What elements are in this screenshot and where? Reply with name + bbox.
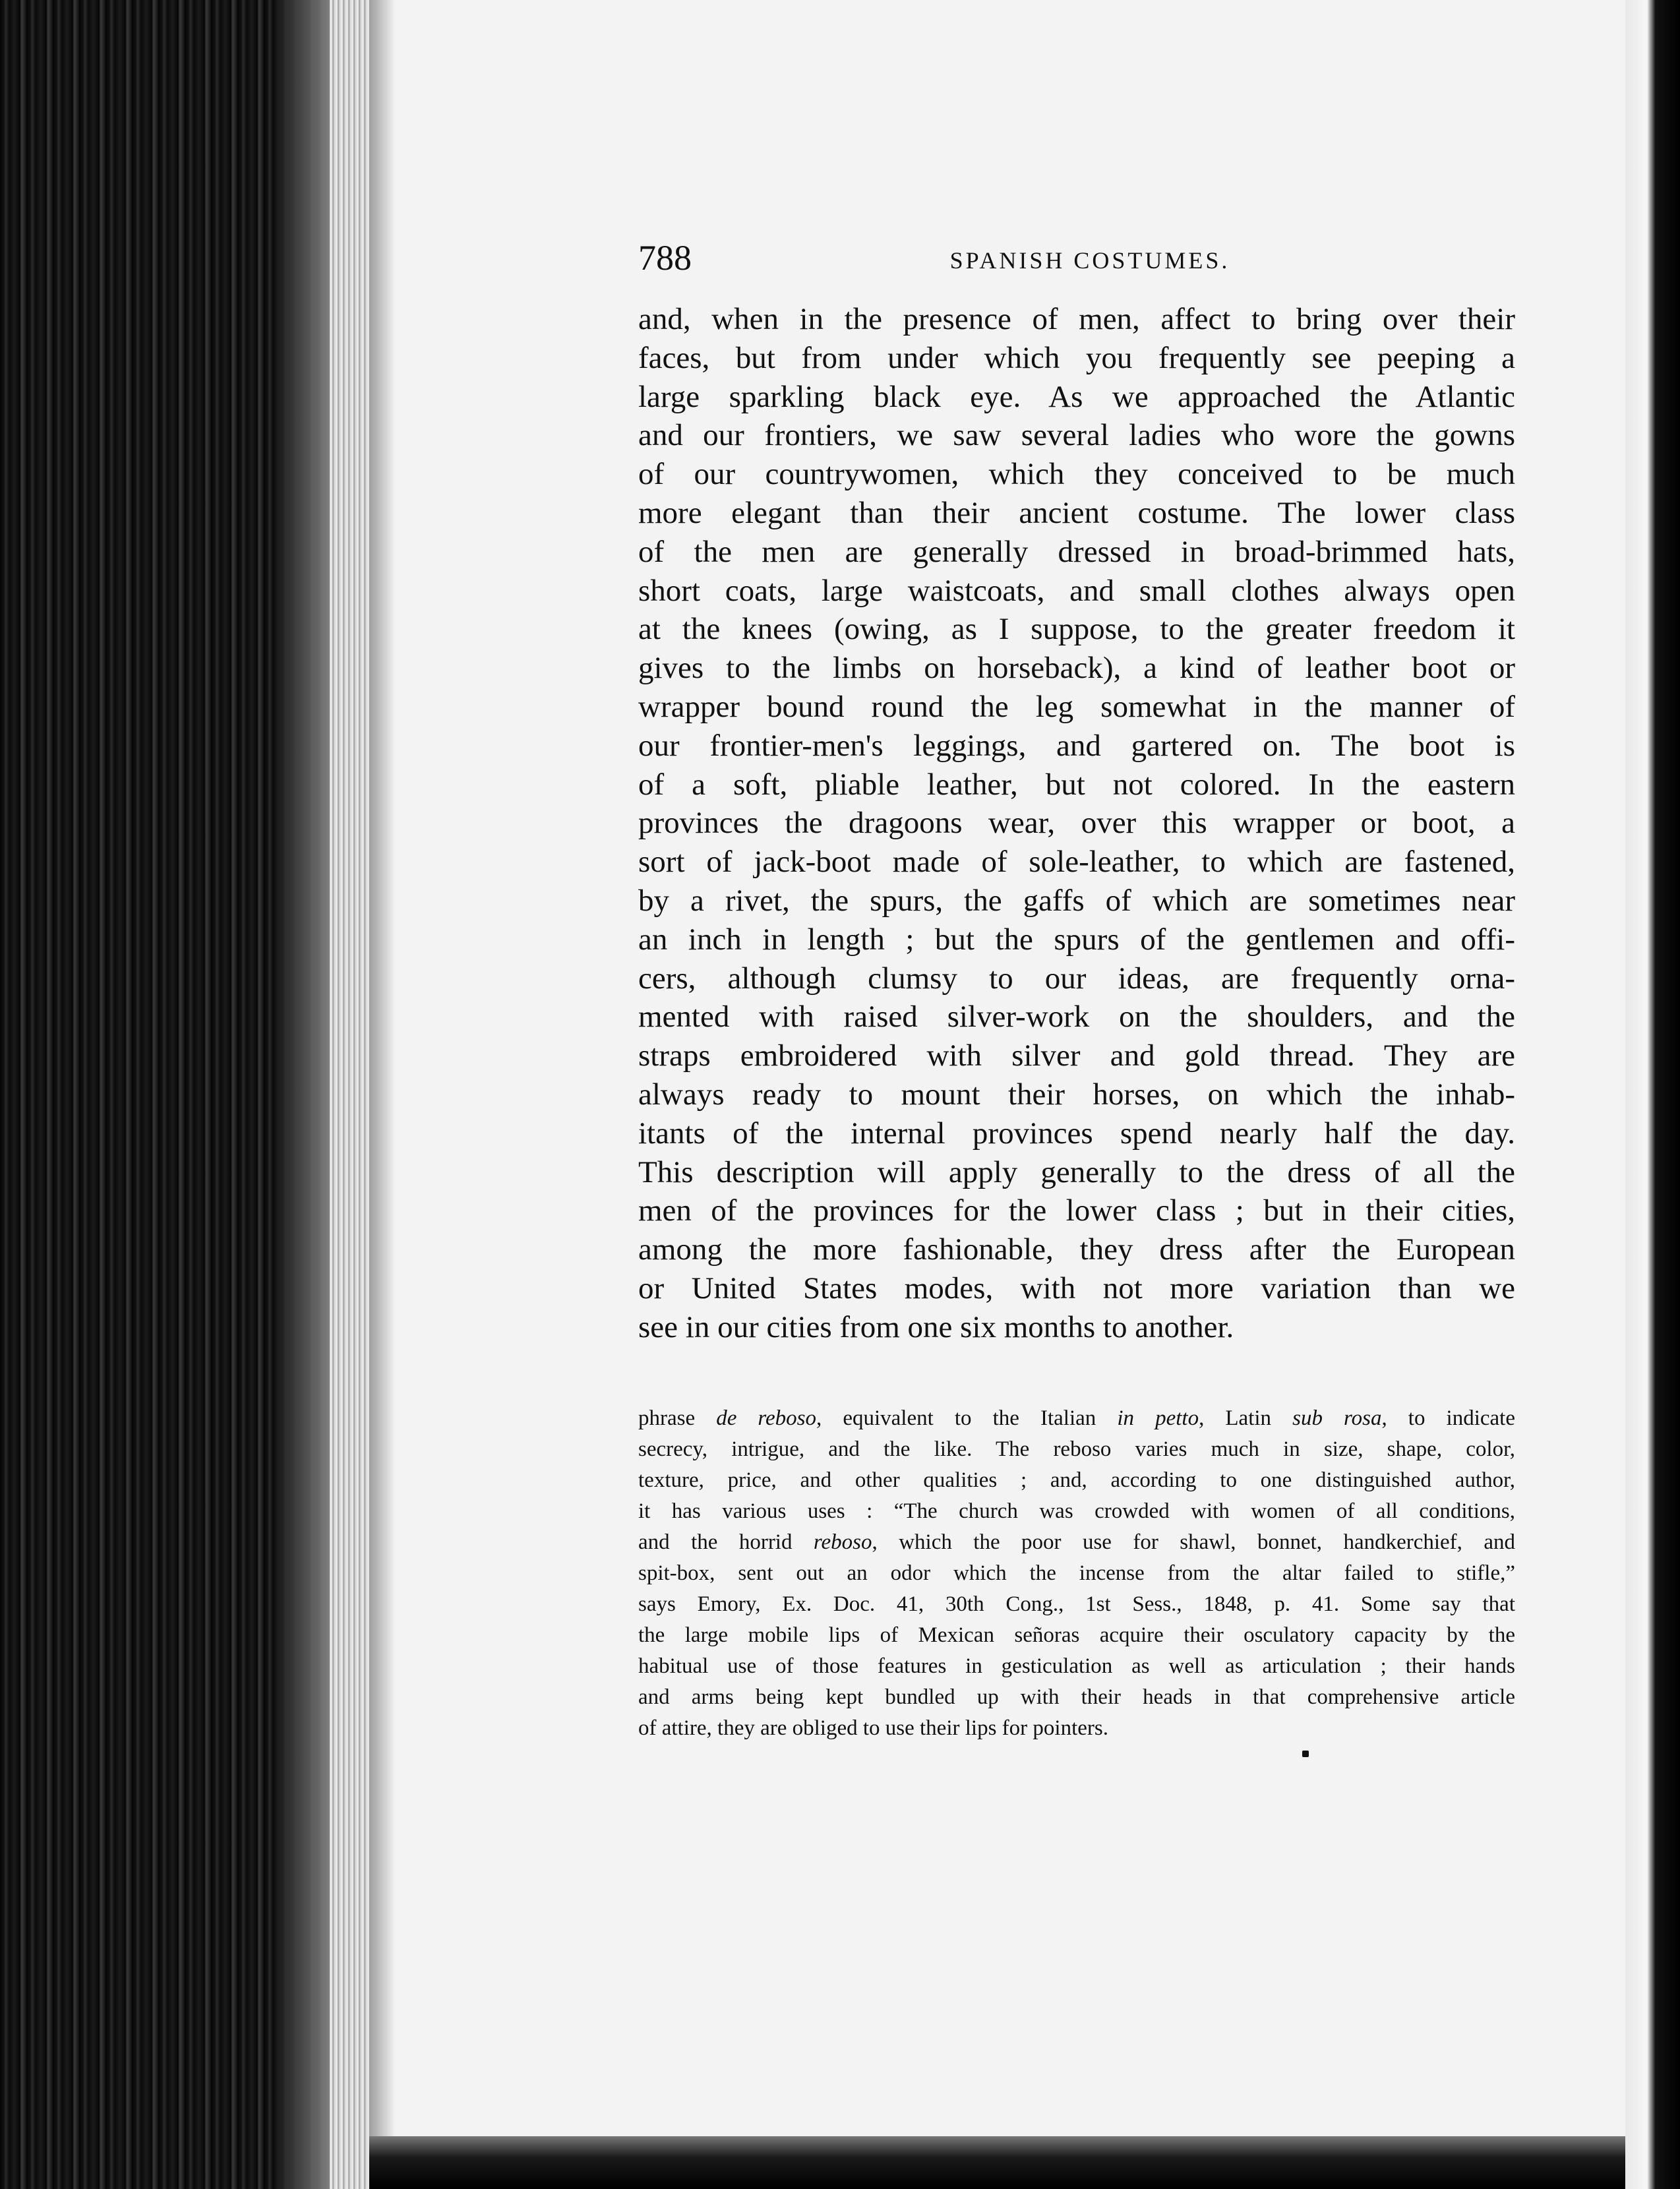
body-line: wrapper bound round the leg somewhat in the manner of xyxy=(638,689,1515,724)
body-line: of our countrywomen, which they conceived to be much xyxy=(638,457,1515,492)
body-line: provinces the dragoons wear, over this wrapper or boot, a xyxy=(638,806,1515,841)
page-stack-edge xyxy=(330,0,369,2189)
body-line: by a rivet, the spurs, the gaffs of which are sometimes near xyxy=(638,883,1515,918)
body-line: itants of the internal provinces spend nearly half the day. xyxy=(638,1116,1515,1151)
body-line: and, when in the presence of men, affect to bring over their xyxy=(638,302,1515,336)
body-line: at the knees (owing, as I suppose, to the greater freedom it xyxy=(638,612,1515,647)
footnote-line: says Emory, Ex. Doc. 41, 30th Cong., 1st Sess., 1848, p. 41. Some say that xyxy=(638,1592,1515,1616)
bottom-page-edge xyxy=(369,2136,1625,2189)
body-line: our frontier-men's leggings, and gartered on. The boot is xyxy=(638,728,1515,763)
body-line: always ready to mount their horses, on which the inhab- xyxy=(638,1077,1515,1112)
footnote-text: phrase xyxy=(638,1406,717,1430)
footnote-line: texture, price, and other qualities ; and, according to one distinguished author, xyxy=(638,1468,1515,1492)
body-line: short coats, large waistcoats, and small clothes always open xyxy=(638,573,1515,608)
footnote-text: , Latin xyxy=(1199,1406,1293,1430)
footnote-line: habitual use of those features in gesticulation as well as articulation ; their hands xyxy=(638,1654,1515,1678)
body-line: cers, although clumsy to our ideas, are frequently orna- xyxy=(638,961,1515,996)
footnote-italic: sub rosa xyxy=(1292,1406,1382,1430)
body-line: among the more fashionable, they dress after the European xyxy=(638,1232,1515,1267)
body-line: sort of jack-boot made of sole-leather, to which are fastened, xyxy=(638,845,1515,880)
footnote-line: and arms being kept bundled up with their heads in that comprehensive article xyxy=(638,1685,1515,1709)
body-line: gives to the limbs on horseback), a kind of leather boot or xyxy=(638,651,1515,686)
body-line: and our frontiers, we saw several ladies who wore the gowns xyxy=(638,418,1515,453)
footnote-line: of attire, they are obliged to use their lips for pointers. xyxy=(638,1716,1108,1740)
footnote-italic: in petto xyxy=(1117,1406,1199,1430)
footnote-line: the large mobile lips of Mexican señoras acquire their osculatory capacity by the xyxy=(638,1623,1515,1647)
footnote-line: spit-box, sent out an odor which the incense from the altar failed to stifle,” xyxy=(638,1561,1515,1585)
body-line: straps embroidered with silver and gold thread. They are xyxy=(638,1038,1515,1073)
body-line: or United States modes, with not more variation than we xyxy=(638,1271,1515,1305)
footnote-text: and the horrid xyxy=(638,1530,814,1554)
footnote-text: , equivalent to the Italian xyxy=(816,1406,1118,1430)
footnote-line xyxy=(638,1527,1515,1558)
page-header xyxy=(638,235,1515,281)
body-text xyxy=(638,300,1515,1347)
body-line: an inch in length ; but the spurs of the gentlemen and offi- xyxy=(638,922,1515,957)
footnote-italic: de reboso xyxy=(716,1406,817,1430)
body-line: of the men are generally dressed in broad-brimmed hats, xyxy=(638,534,1515,569)
print-speck xyxy=(1302,1751,1309,1757)
body-line: This description will apply generally to the dress of all the xyxy=(638,1154,1515,1189)
body-line: of a soft, pliable leather, but not colored. In the eastern xyxy=(638,767,1515,802)
body-line: men of the provinces for the lower class ; but in their cities, xyxy=(638,1193,1515,1228)
footnote-line: secrecy, intrigue, and the like. The reboso varies much in size, shape, color, xyxy=(638,1437,1515,1461)
body-line: mented with raised silver-work on the shoulders, and the xyxy=(638,1000,1515,1035)
page-number: 788 xyxy=(638,238,692,278)
footnote-text: , to indicate xyxy=(1381,1406,1515,1430)
right-page-edge xyxy=(1625,0,1680,2189)
footnote xyxy=(638,1403,1515,1744)
footnote-line: it has various uses : “The church was crowded with women of all conditions, xyxy=(638,1499,1515,1523)
body-line: large sparkling black eye. As we approached the Atlantic xyxy=(638,379,1515,414)
running-head: SPANISH COSTUMES. xyxy=(949,247,1230,274)
footnote-italic: reboso xyxy=(813,1530,872,1554)
footnote-text: , which the poor use for shawl, bonnet, handkerchief, and xyxy=(872,1530,1516,1554)
page-gutter-shadow xyxy=(369,0,396,2136)
body-line: see in our cities from one six months to another. xyxy=(638,1309,1234,1344)
body-line: more elegant than their ancient costume. The lower class xyxy=(638,495,1515,530)
footnote-line xyxy=(638,1403,1515,1434)
body-line: faces, but from under which you frequently see peeping a xyxy=(638,340,1515,375)
